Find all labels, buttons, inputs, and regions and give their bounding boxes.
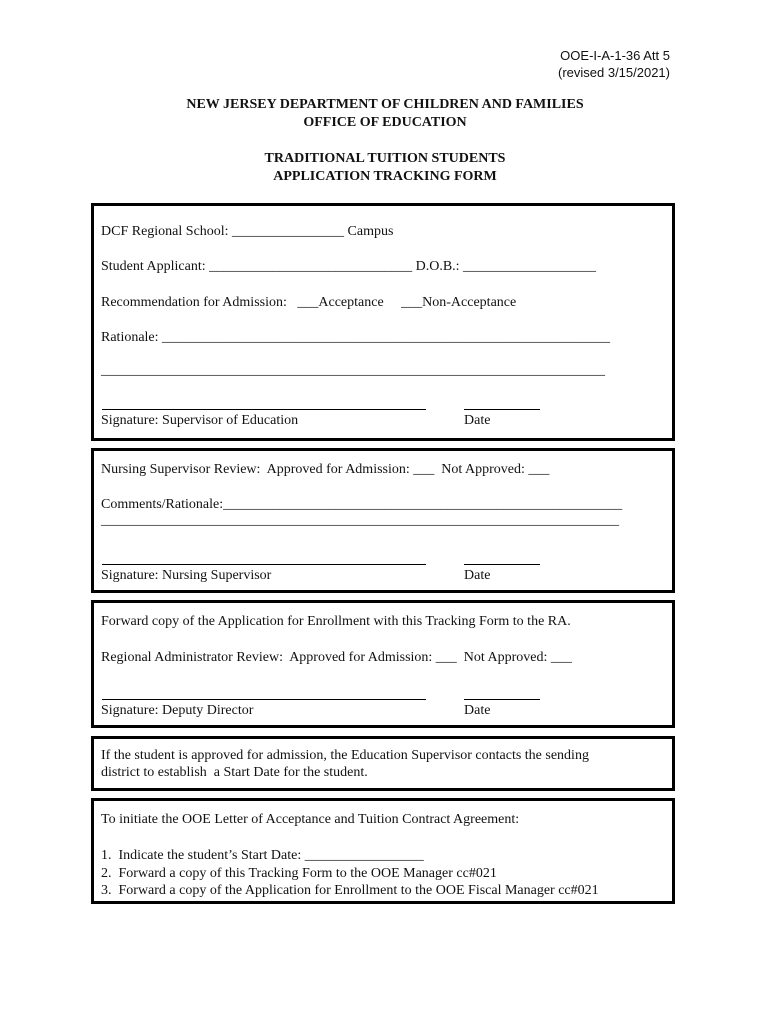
student-applicant-field[interactable]: Student Applicant: _____________________________ D.O.B.: ___________________ <box>101 259 597 274</box>
signature-line[interactable] <box>102 409 426 410</box>
signature-line[interactable] <box>102 699 426 700</box>
signature-line[interactable] <box>102 564 426 565</box>
step-forward-application: 3. Forward a copy of the Application for Enrollment to the OOE Fiscal Manager cc#021 <box>101 883 599 898</box>
ra-review-field[interactable]: Regional Administrator Review: Approved for Admission: ___ Not Approved: ___ <box>101 650 572 665</box>
nursing-review-field[interactable]: Nursing Supervisor Review: Approved for Admission: ___ Not Approved: ___ <box>101 462 550 477</box>
approval-note-line1: If the student is approved for admission, the Education Supervisor contacts the sending <box>101 748 589 763</box>
recommendation-field[interactable]: Recommendation for Admission: ___Acceptance ___Non-Acceptance <box>101 295 517 310</box>
date-line[interactable] <box>464 409 540 410</box>
initiation-intro: To initiate the OOE Letter of Acceptance and Tuition Contract Agreement: <box>101 812 520 827</box>
signature-label: Signature: Deputy Director <box>101 703 254 718</box>
form-title-line1: TRADITIONAL TUITION STUDENTS <box>264 151 506 166</box>
step-forward-tracking-form: 2. Forward a copy of this Tracking Form to the OOE Manager cc#021 <box>101 866 497 881</box>
rationale-line-2[interactable]: ________________________________________________________________________ <box>101 363 605 378</box>
education-supervisor-section <box>91 203 675 441</box>
comments-field[interactable]: Comments/Rationale:_________________________________________________________ <box>101 497 623 512</box>
rationale-field[interactable]: Rationale: ________________________________________________________________ <box>101 330 611 345</box>
comments-line-2[interactable]: __________________________________________________________________________ <box>101 513 619 528</box>
approval-note-section <box>91 736 675 791</box>
regional-administrator-section <box>91 600 675 728</box>
date-line[interactable] <box>464 699 540 700</box>
signature-label: Signature: Nursing Supervisor <box>101 568 272 583</box>
date-label: Date <box>464 703 491 718</box>
date-label: Date <box>464 568 491 583</box>
form-id: OOE-I-A-1-36 Att 5 <box>560 48 670 63</box>
signature-label: Signature: Supervisor of Education <box>101 413 299 428</box>
step-start-date[interactable]: 1. Indicate the student’s Start Date: _________________ <box>101 848 424 863</box>
regional-school-field[interactable]: DCF Regional School: ________________ Campus <box>101 224 394 239</box>
initiation-steps-section <box>91 798 675 904</box>
office-title: OFFICE OF EDUCATION <box>303 115 467 130</box>
date-label: Date <box>464 413 491 428</box>
revision-date: (revised 3/15/2021) <box>557 65 670 80</box>
approval-note-line2: district to establish a Start Date for the student. <box>101 765 368 780</box>
nursing-supervisor-section <box>91 448 675 593</box>
form-title-line2: APPLICATION TRACKING FORM <box>273 169 497 184</box>
date-line[interactable] <box>464 564 540 565</box>
forward-instruction: Forward copy of the Application for Enrollment with this Tracking Form to the RA. <box>101 614 571 629</box>
department-title: NEW JERSEY DEPARTMENT OF CHILDREN AND FAMILIES <box>186 97 584 112</box>
